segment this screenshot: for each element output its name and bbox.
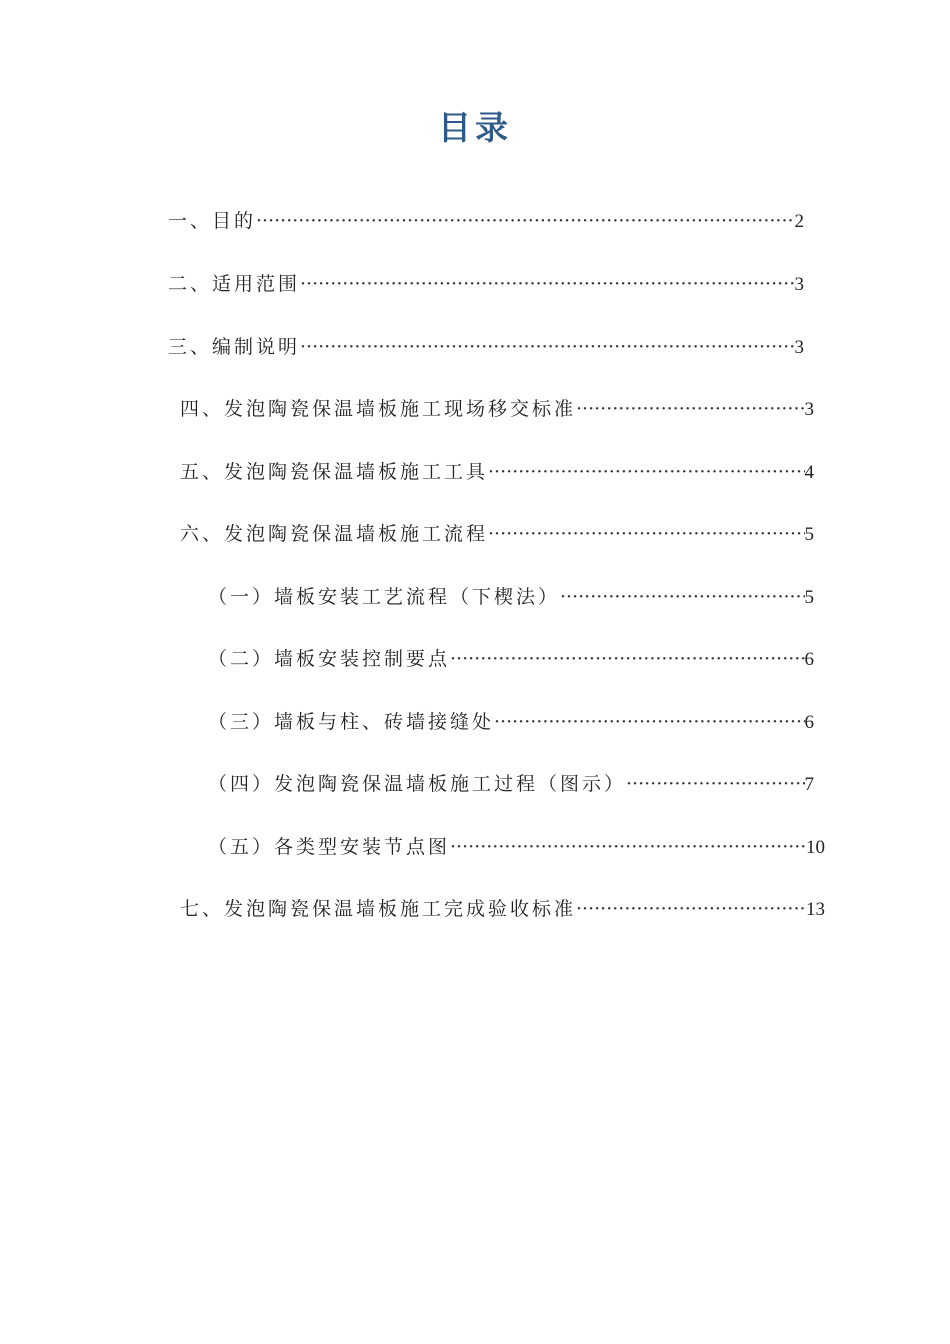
toc-entry-page: 3	[804, 399, 814, 420]
toc-entry[interactable]	[180, 521, 814, 547]
toc-entry-label: （二）墙板安装控制要点	[208, 648, 451, 670]
toc-entry-page: 5	[804, 587, 814, 608]
toc-entry[interactable]	[180, 459, 814, 485]
toc-subentry[interactable]	[208, 834, 825, 860]
toc-entry-label: 四、发泡陶瓷保温墙板施工现场移交标准	[180, 398, 577, 420]
toc-entry-page: 4	[804, 462, 814, 483]
toc-entry-page: 10	[806, 837, 825, 858]
toc-dot-leader	[450, 834, 806, 860]
toc-dot-leader	[576, 896, 806, 922]
toc-dot-leader	[560, 584, 804, 610]
toc-entry-page: 6	[804, 712, 814, 733]
toc-entry[interactable]	[168, 208, 804, 234]
toc-dot-leader	[576, 396, 804, 422]
toc-entry-label: 五、发泡陶瓷保温墙板施工工具	[180, 461, 489, 483]
toc-entry[interactable]	[180, 896, 825, 922]
toc-entry-label: （三）墙板与柱、砖墙接缝处	[208, 711, 495, 733]
toc-dot-leader	[256, 208, 794, 234]
toc-entry-label: （四）发泡陶瓷保温墙板施工过程（图示）	[208, 773, 627, 795]
toc-entry-page: 2	[794, 211, 804, 232]
toc-entry-label: 七、发泡陶瓷保温墙板施工完成验收标准	[180, 898, 577, 920]
toc-entry-label: （一）墙板安装工艺流程（下楔法）	[208, 586, 561, 608]
toc-entry[interactable]	[168, 334, 804, 360]
toc-dot-leader	[450, 646, 804, 672]
toc-dot-leader	[488, 459, 804, 485]
toc-dot-leader	[300, 334, 794, 360]
toc-subentry[interactable]	[208, 709, 814, 735]
toc-entry-page: 5	[804, 524, 814, 545]
toc-entry-label: 一、目的	[168, 210, 257, 232]
toc-entry-label: （五）各类型安装节点图	[208, 836, 451, 858]
toc-dot-leader	[300, 271, 794, 297]
toc-dot-leader	[494, 709, 804, 735]
toc-dot-leader	[626, 771, 804, 797]
toc-entry-page: 3	[794, 274, 804, 295]
toc-entry-label: 六、发泡陶瓷保温墙板施工流程	[180, 523, 489, 545]
toc-entry-page: 13	[806, 899, 825, 920]
page-title: 目录	[438, 108, 512, 147]
toc-entry-label: 三、编制说明	[168, 336, 301, 358]
toc-entry-label: 二、适用范围	[168, 273, 301, 295]
toc-entry[interactable]	[168, 271, 804, 297]
toc-subentry[interactable]	[208, 771, 814, 797]
toc-subentry[interactable]	[208, 646, 814, 672]
toc-entry[interactable]	[180, 396, 814, 422]
toc-entry-page: 3	[794, 337, 804, 358]
toc-subentry[interactable]	[208, 584, 814, 610]
toc-entry-page: 7	[804, 774, 814, 795]
toc-entry-page: 6	[804, 649, 814, 670]
toc-dot-leader	[488, 521, 804, 547]
